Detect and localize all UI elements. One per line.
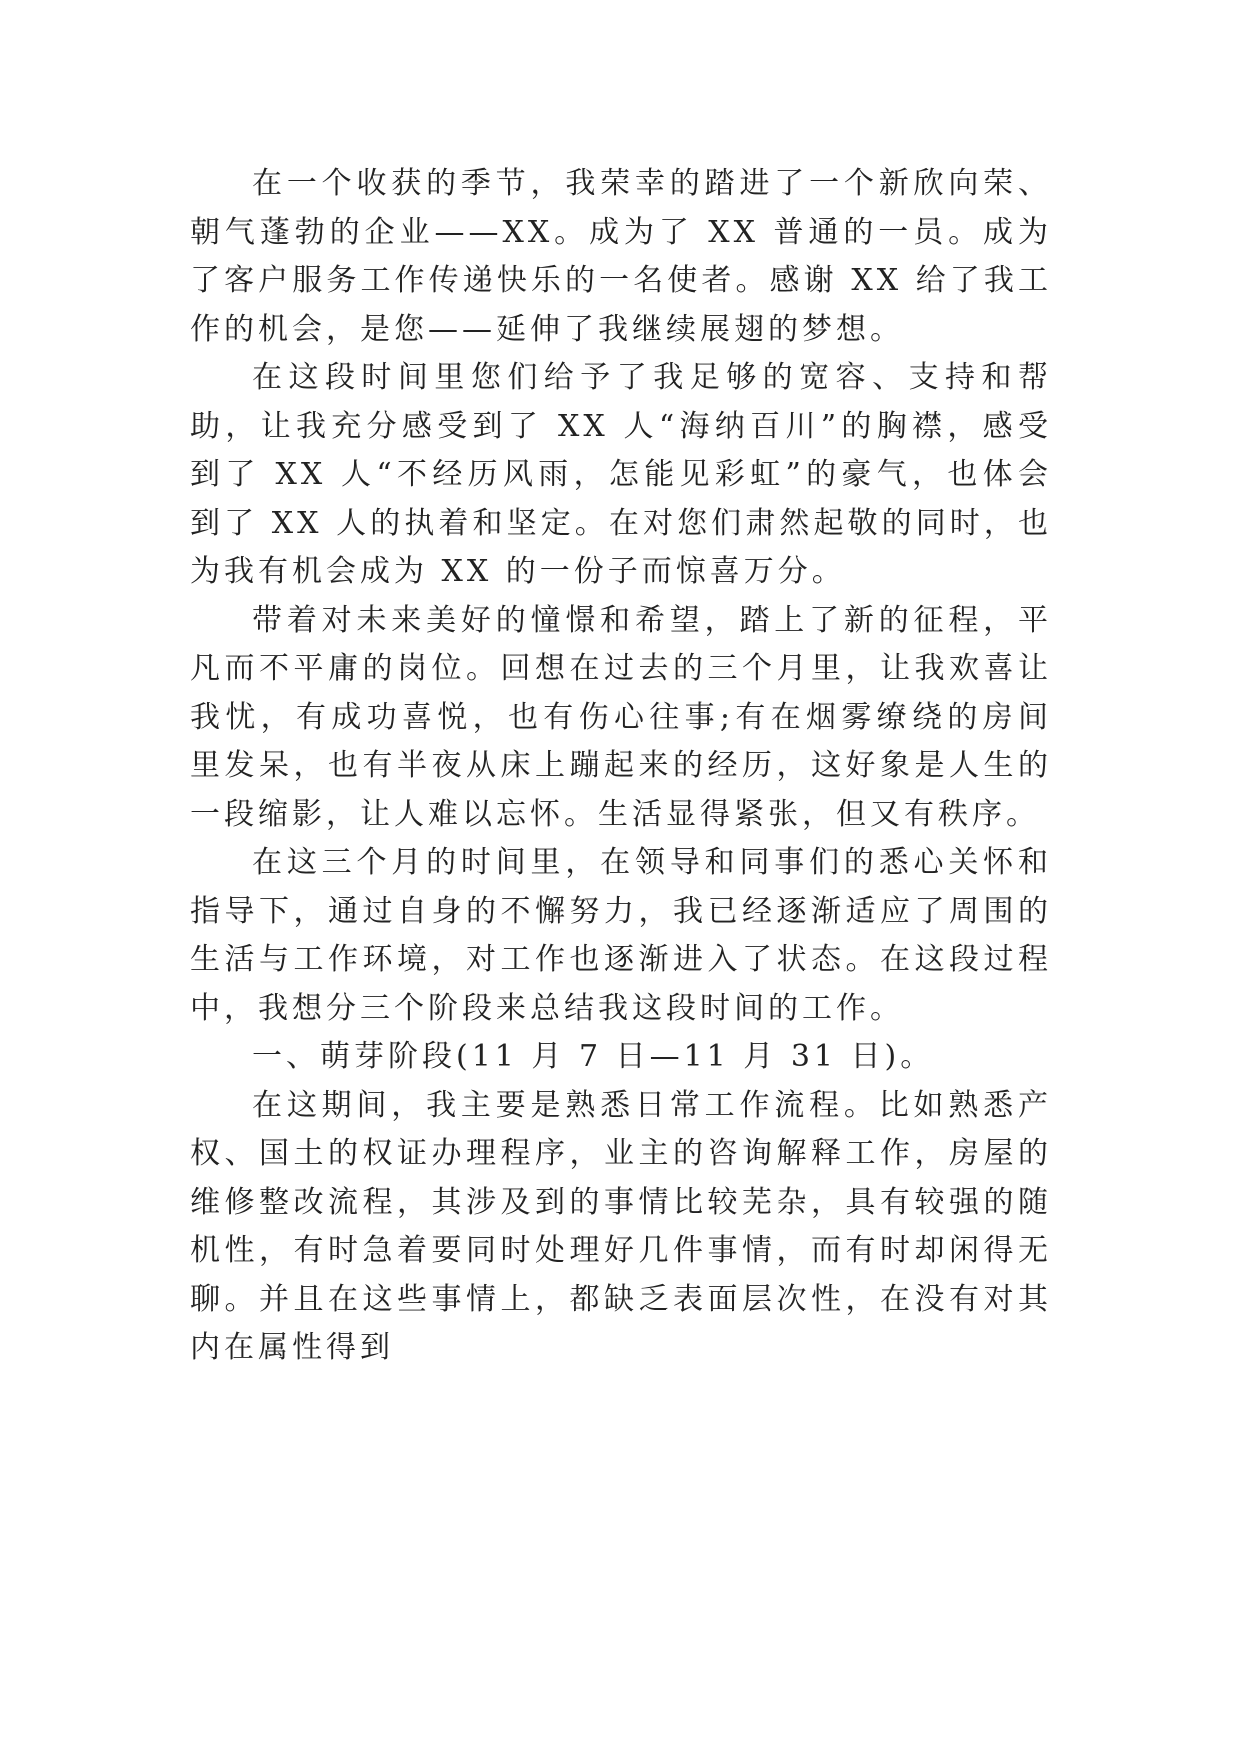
document-body — [190, 160, 1052, 1373]
paragraph-intro: 在一个收获的季节，我荣幸的踏进了一个新欣向荣、朝气蓬勃的企业——XX。成为了 XX 普通的一员。成为了客户服务工作传递快乐的一名使者。感谢 XX 给了我工作的机会，是您——延伸了我继续展翅的梦想。 — [190, 166, 1052, 347]
section-heading-stage-one: 一、萌芽阶段(11 月 7 日—11 月 31 日)。 — [252, 1039, 935, 1074]
paragraph-gratitude: 在这段时间里您们给予了我足够的宽容、支持和帮助，让我充分感受到了 XX 人“海纳百川”的胸襟，感受到了 XX 人“不经历风雨，怎能见彩虹”的豪气，也体会到了 XX 人的执着和坚定。在对您们肃然起敬的同时，也为我有机会成为 XX 的一份子而惊喜万分。 — [190, 360, 1052, 589]
paragraph-stage-one: 在这期间，我主要是熟悉日常工作流程。比如熟悉产权、国土的权证办理程序，业主的咨询解释工作，房屋的维修整改流程，其涉及到的事情比较芜杂，具有较强的随机性，有时急着要同时处理好几件事情，而有时却闲得无聊。并且在这些事情上，都缺乏表面层次性，在没有对其内在属性得到 — [190, 1087, 1052, 1365]
paragraph-summary-intro: 在这三个月的时间里，在领导和同事们的悉心关怀和指导下，通过自身的不懈努力，我已经逐渐适应了周围的生活与工作环境，对工作也逐渐进入了状态。在这段过程中，我想分三个阶段来总结我这段时间的工作。 — [190, 845, 1052, 1026]
paragraph-journey: 带着对未来美好的憧憬和希望，踏上了新的征程，平凡而不平庸的岗位。回想在过去的三个月里，让我欢喜让我忧，有成功喜悦，也有伤心往事;有在烟雾缭绕的房间里发呆，也有半夜从床上蹦起来的经历，这好象是人生的一段缩影，让人难以忘怀。生活显得紧张，但又有秩序。 — [190, 602, 1052, 832]
